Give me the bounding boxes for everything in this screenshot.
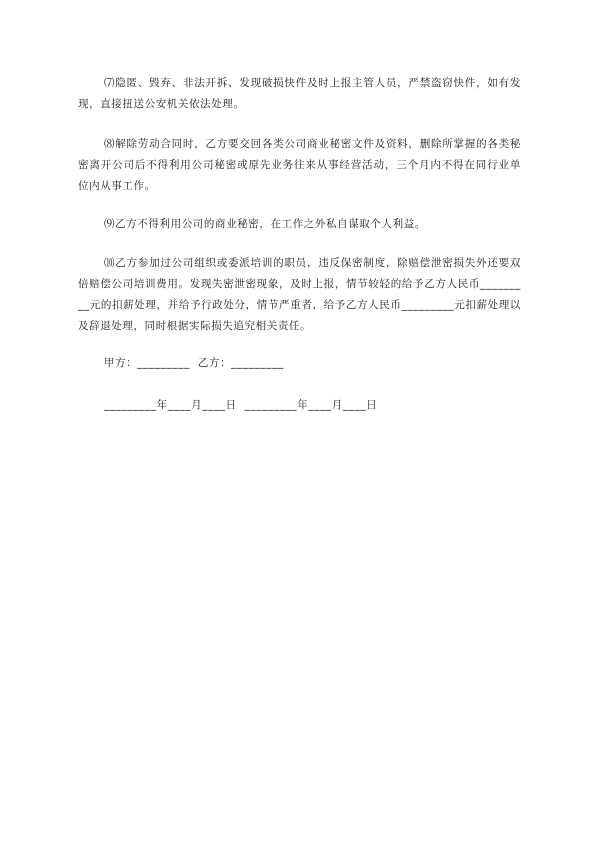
clause-7: ⑺隐匿、毁弃、非法开拆、发现破损快件及时上报主管人员，严禁盗窃快件，如有发现，直接扭送公安机关依法处理。 <box>78 77 521 110</box>
clause-10: ⑽乙方参加过公司组织或委派培训的职员，违反保密制度，除赔偿泄密损失外还要双倍赔偿公司培训费用。发现失密泄密现象，及时上报，情节较轻的给予乙方人民币_________元的扣薪处理，并给予行政处分，情节严重者，给予乙方人民币_________元扣薪处理以及辞退处理，同时根据实际损失追究相关责任。 <box>78 257 521 332</box>
clause-9: ⑼乙方不得利用公司的商业秘密，在工作之外私自谋取个人利益。 <box>104 218 426 230</box>
clause-8: ⑻解除劳动合同时，乙方要交回各类公司商业秘密文件及资料，删除所掌握的各类秘密离开公司后不得利用公司秘密或原先业务往来从事经营活动，三个月内不得在同行业单位内从事工作。 <box>78 138 521 192</box>
date-line: _________年____月____日 _________年____月____日 <box>104 399 378 411</box>
signature-line: 甲方：_________ 乙方：_________ <box>104 357 284 369</box>
